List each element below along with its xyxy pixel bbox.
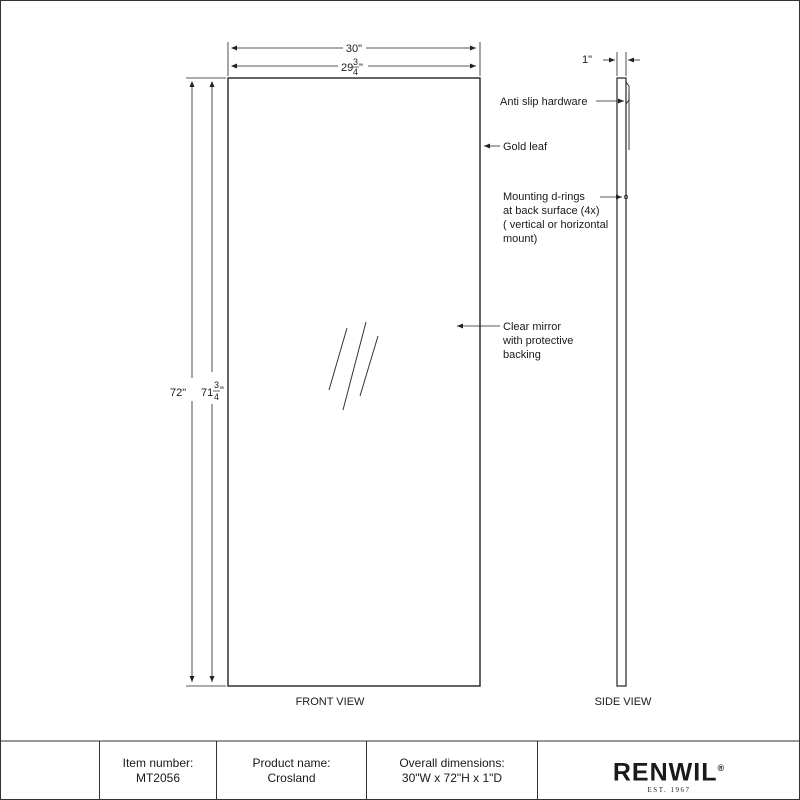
width-inner-inch: "	[359, 62, 363, 74]
mirror-callout-line-2: with protective	[503, 335, 574, 347]
product-name-cell	[217, 742, 366, 800]
mirror-callout-line-3: backing	[503, 349, 541, 361]
mirror-glare-lines	[329, 322, 378, 410]
mounting-callout-line-2: at back surface (4x)	[503, 205, 600, 217]
product-name-label: Product name:	[252, 756, 331, 770]
width-inner-frac-den: 4	[353, 67, 359, 77]
item-number-cell	[100, 742, 216, 800]
registered-mark: ®	[717, 763, 726, 773]
anti-slip-hardware-shape	[626, 82, 629, 160]
height-inner-inch: "	[220, 385, 224, 397]
mirror-side-profile	[617, 78, 626, 686]
mirror-callout-line-1: Clear mirror	[503, 321, 562, 333]
mounting-callout-line-3: ( vertical or horizontal	[503, 219, 609, 231]
mounting-callout-line-4: mount)	[503, 233, 538, 245]
brand-logo	[538, 742, 800, 800]
mounting-callout-line-1: Mounting d-rings	[503, 191, 585, 203]
mirror-frame-front	[228, 78, 480, 686]
height-inner-frac-den: 4	[214, 392, 220, 402]
item-number-value: MT2056	[135, 771, 181, 785]
height-inner-frac-num: 3	[214, 380, 220, 390]
depth-label: 1"	[582, 54, 593, 66]
brand-name: RENWIL®	[612, 758, 726, 787]
item-number-label: Item number:	[122, 756, 194, 770]
width-inner-frac-num: 3	[353, 57, 359, 67]
front-view-caption: FRONT VIEW	[295, 696, 365, 708]
brand-established: EST. 1967	[647, 786, 691, 795]
width-outer-label: 30"	[345, 43, 363, 55]
width-inner-whole: 29	[341, 62, 354, 74]
depth-dimension-lines	[603, 52, 640, 76]
overall-dimensions-label: Overall dimensions:	[399, 756, 505, 770]
anti-slip-callout: Anti slip hardware	[500, 96, 588, 108]
gold-leaf-callout: Gold leaf	[503, 141, 548, 153]
page-border	[1, 1, 800, 800]
product-name-value: Crosland	[267, 771, 316, 785]
height-inner-whole: 71	[201, 387, 214, 399]
overall-dimensions-value: 30"W x 72"H x 1"D	[401, 771, 503, 785]
side-view-caption: SIDE VIEW	[594, 696, 652, 708]
overall-dimensions-cell	[367, 742, 537, 800]
height-outer-label: 72"	[170, 387, 187, 399]
